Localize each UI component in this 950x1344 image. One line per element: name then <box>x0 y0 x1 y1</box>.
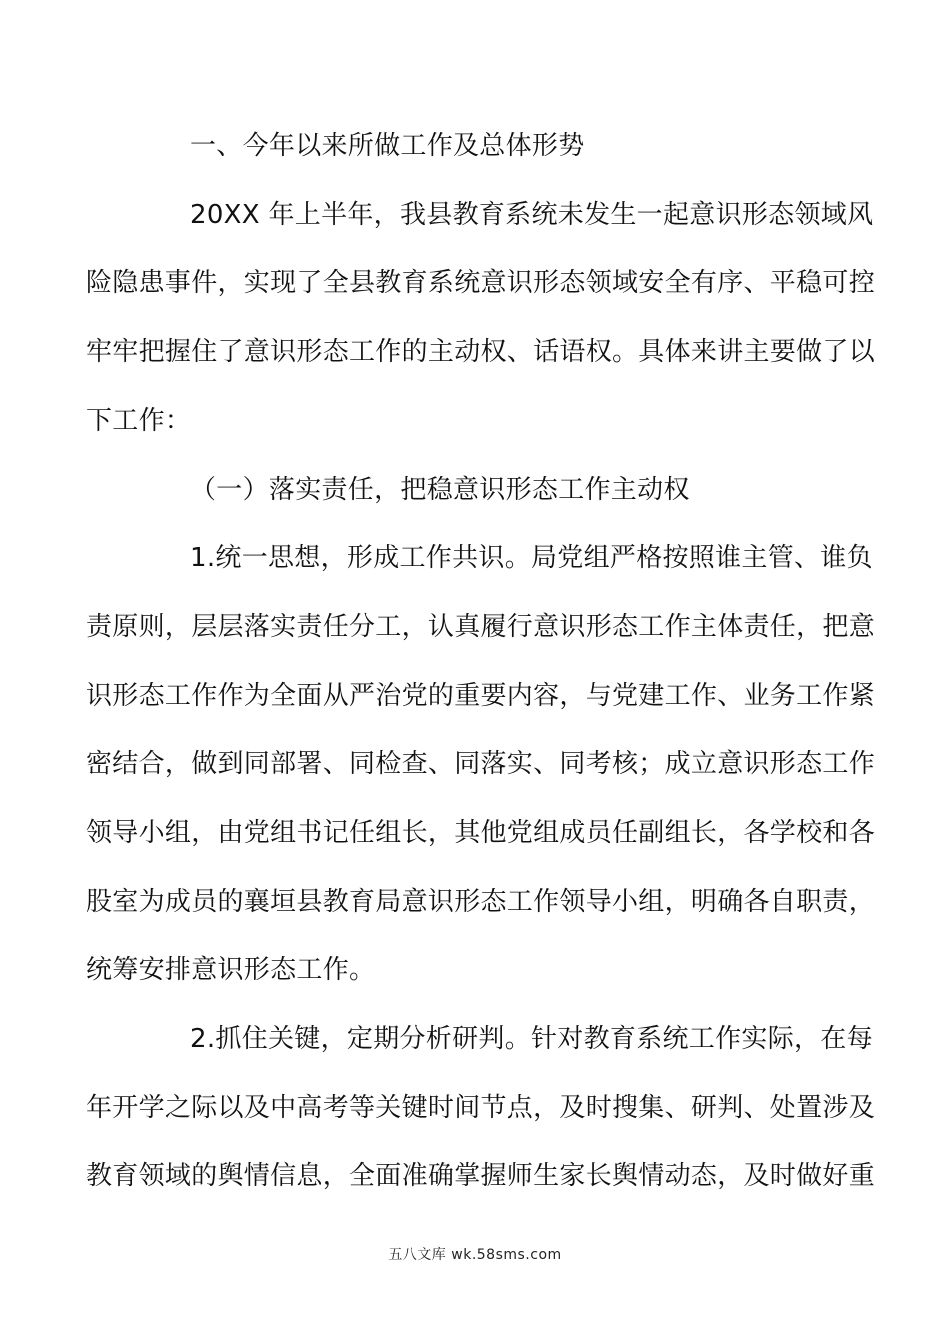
paragraph-line: 领导小组，由党组书记任组长，其他党组成员任副组长，各学校和各 <box>86 818 876 848</box>
paragraph-line: 密结合，做到同部署、同检查、同落实、同考核；成立意识形态工作 <box>86 749 876 779</box>
paragraph-line: 20XX 年上半年，我县教育系统未发生一起意识形态领域风 <box>190 200 874 230</box>
paragraph-line: 统筹安排意识形态工作。 <box>86 955 376 985</box>
paragraph-line: 教育领域的舆情信息，全面准确掌握师生家长舆情动态，及时做好重 <box>86 1161 876 1191</box>
paragraph-line: 识形态工作作为全面从严治党的重要内容，与党建工作、业务工作紧 <box>86 681 876 711</box>
section-heading: 一、今年以来所做工作及总体形势 <box>190 131 585 161</box>
paragraph-line: 牢牢把握住了意识形态工作的主动权、话语权。具体来讲主要做了以 <box>86 337 876 367</box>
paragraph-line: 下工作： <box>86 406 192 436</box>
paragraph-line: 年开学之际以及中高考等关键时间节点，及时搜集、研判、处置涉及 <box>86 1093 876 1123</box>
paragraph-line: 1.统一思想，形成工作共识。局党组严格按照谁主管、谁负 <box>190 543 873 573</box>
paragraph-line: 险隐患事件，实现了全县教育系统意识形态领域安全有序、平稳可控 <box>86 268 876 298</box>
footer-watermark: 五八文库 wk.58sms.com <box>388 1247 562 1263</box>
subsection-heading: （一）落实责任，把稳意识形态工作主动权 <box>190 475 690 505</box>
paragraph-line: 2.抓住关键，定期分析研判。针对教育系统工作实际，在每 <box>190 1024 873 1054</box>
paragraph-line: 责原则，层层落实责任分工，认真履行意识形态工作主体责任，把意 <box>86 612 876 642</box>
paragraph-line: 股室为成员的襄垣县教育局意识形态工作领导小组，明确各自职责， <box>86 887 876 917</box>
